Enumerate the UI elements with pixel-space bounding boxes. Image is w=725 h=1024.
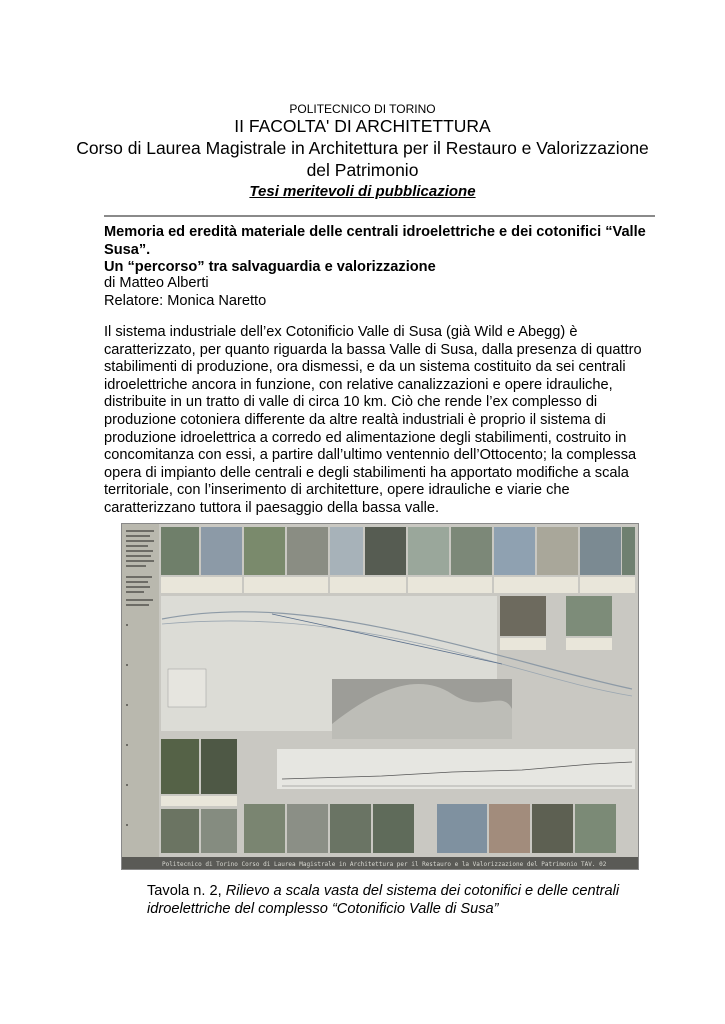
plate-bottom-photo [201,739,237,794]
thesis-title [104,224,655,277]
plate-footer-text: Politecnico di Torino Corso di Laurea Magistrale in Architettura per il Restauro e la Valorizzazione del Patrimonio TAV. 02 [162,861,607,868]
header-divider [104,215,655,217]
survey-plate-drawing [122,524,638,869]
document-header [0,102,725,202]
thesis-supervisor: Relatore: Monica Naretto [104,292,267,309]
body-line: idroelettriche ancora in funzione, con relative canalizzazioni e opere idrauliche, [104,376,613,393]
plate-right-photo [500,596,546,636]
merit-heading: Tesi meritevoli di pubblicazione [249,183,476,200]
body-line: produzione idroelettrica a corredo ed alimentazione degli stabilimenti, costruito in [104,429,627,446]
plate-bottom-photo [161,739,199,794]
faculty-name: II FACOLTA' DI ARCHITETTURA [234,116,491,136]
caption-line-1 [147,882,647,900]
abstract-paragraph [104,324,655,518]
body-line: territoriale, con l’inserimento di architetture, opere idrauliche e viarie che [104,482,570,499]
body-line: caratterizzato, per quanto riguarda la bassa Valle di Susa, dalla presenza di quattro [104,341,642,358]
body-line: opera di impianto delle centrali e degli stabilimenti ha apportato modifiche a scala [104,464,629,481]
course-line-1: Corso di Laurea Magistrale in Architettura per il Restauro e Valorizzazione [76,138,649,158]
plate-right-photo [566,596,612,636]
body-line: caratterizzano tuttora il paesaggio della bassa valle. [104,499,440,516]
caption-prefix: Tavola n. 2, [147,883,226,899]
thesis-meta [104,275,655,310]
body-line: Il sistema industriale dell’ex Cotonificio Valle di Susa (già Wild e Abegg) è [104,324,578,340]
body-line: produzione cotoniera differente da altre realtà industriali è proprio il sistema di [104,411,606,428]
thesis-title-line-2: Susa”. [104,241,151,258]
survey-plate-image [121,523,639,870]
caption-italic-2: idroelettriche del complesso “Cotonificio Valle di Susa” [147,901,499,917]
caption-italic-1: Rilievo a scala vasta del sistema dei cotonifici e delle centrali [225,883,620,899]
university-name: POLITECNICO DI TORINO [289,102,436,116]
thesis-author: di Matteo Alberti [104,275,209,291]
body-line: concomitanza con essi, a partire dall’ultimo ventennio dell’Ottocento; la complessa [104,447,637,464]
plate-top-photos [161,527,635,575]
body-line: distribuite in un tratto di valle di circa 10 km. Ciò che rende l’ex complesso di [104,394,598,411]
plate-legend-column [122,524,159,869]
body-line: stabilimenti di produzione, ora dismessi, e da un sistema costituito da sei centrali [104,359,626,376]
thesis-title-line-1: Memoria ed eredità materiale delle centrali idroelettriche e dei cotonifici “Valle [104,224,646,240]
caption-line-2 [147,900,647,918]
thesis-subtitle: Un “percorso” tra salvaguardia e valorizzazione [104,259,436,276]
plate-caption [147,882,647,918]
course-line-2: del Patrimonio [306,160,419,180]
